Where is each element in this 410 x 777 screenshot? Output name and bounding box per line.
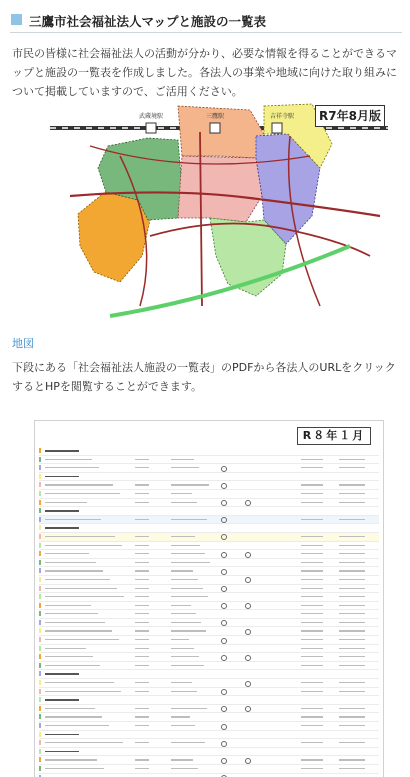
table-row <box>39 567 379 576</box>
table-section-row <box>39 670 379 679</box>
welfare-map-image[interactable] <box>50 96 388 318</box>
intro-text: 市民の皆様に社会福祉法人の活動が分かり、必要な情報を得ることができるマップと施設の一覧表を作成しました。各法人の事業や地域に向けた取り組みについて掲載していますので、ご活用ください。 <box>12 47 397 98</box>
facility-table <box>39 447 379 777</box>
table-section-row <box>39 748 379 757</box>
map-link[interactable]: 地図 <box>12 337 34 350</box>
table-row <box>39 559 379 568</box>
table-row <box>39 542 379 551</box>
table-row <box>39 533 379 542</box>
map-version-badge: R7年8月版 <box>315 105 385 127</box>
table-row <box>39 774 379 777</box>
table-row <box>39 550 379 559</box>
table-row <box>39 610 379 619</box>
pdf-date-label: R８年１月 <box>297 427 371 445</box>
list-description: 下段にある「社会福祉法人施設の一覧表」のPDFから各法人のURLをクリックするとHPを閲覧することができます。 <box>12 361 396 393</box>
section-heading <box>10 10 402 33</box>
table-section-row <box>39 447 379 456</box>
table-row <box>39 765 379 774</box>
table-section-row <box>39 731 379 740</box>
facility-list-pdf-preview[interactable] <box>34 420 384 777</box>
table-row <box>39 464 379 473</box>
table-row <box>39 662 379 671</box>
station-label: 吉祥寺駅 <box>269 113 295 120</box>
table-row <box>39 653 379 662</box>
table-row <box>39 722 379 731</box>
table-section-row <box>39 473 379 482</box>
table-row <box>39 645 379 654</box>
table-row <box>39 456 379 465</box>
table-row <box>39 602 379 611</box>
table-section-row <box>39 524 379 533</box>
heading-square-icon <box>11 14 22 25</box>
table-section-row <box>39 696 379 705</box>
table-row <box>39 705 379 714</box>
table-row <box>39 679 379 688</box>
station-label: 武蔵境駅 <box>138 113 164 120</box>
section-title: 三鷹市社会福祉法人マップと施設の一覧表 <box>29 14 267 29</box>
table-row <box>39 619 379 628</box>
table-row <box>39 627 379 636</box>
table-row <box>39 516 379 525</box>
pdf-legend <box>39 441 99 445</box>
table-row <box>39 490 379 499</box>
table-row <box>39 739 379 748</box>
table-row <box>39 585 379 594</box>
table-row <box>39 576 379 585</box>
table-row <box>39 713 379 722</box>
table-row <box>39 481 379 490</box>
table-row <box>39 593 379 602</box>
table-section-row <box>39 507 379 516</box>
station-label: 三鷹駅 <box>205 113 225 120</box>
table-row <box>39 499 379 508</box>
table-row <box>39 636 379 645</box>
table-row <box>39 756 379 765</box>
table-row <box>39 688 379 697</box>
